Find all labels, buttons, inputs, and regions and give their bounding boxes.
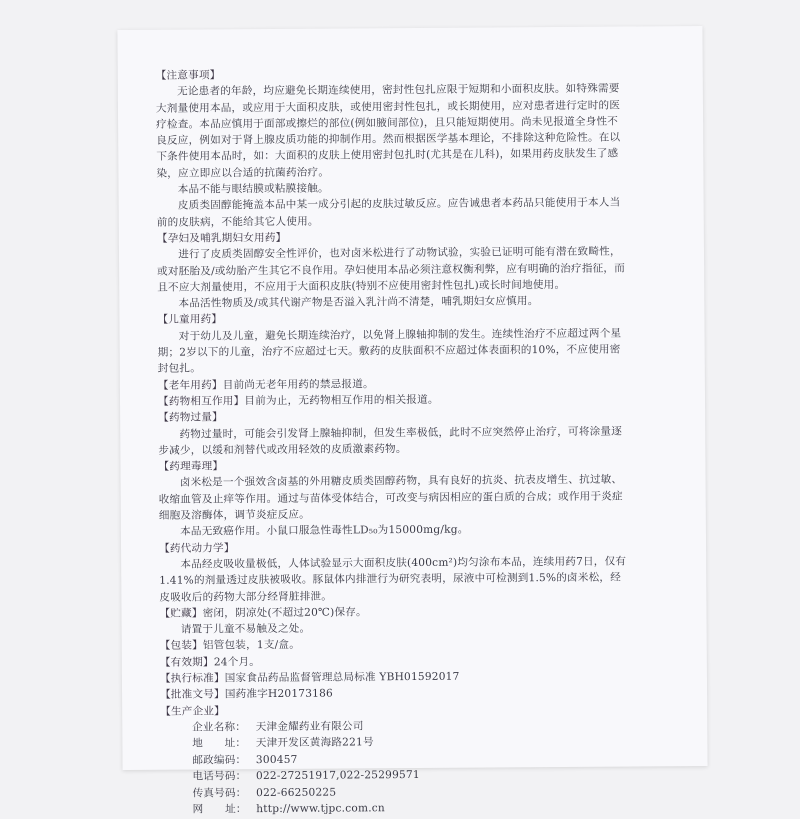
pregnancy-header: 【孕妇及哺乳期妇女用药】 (156, 231, 287, 245)
elderly-text: 目前尚无老年用药的禁忌报道。 (222, 377, 374, 391)
manufacturer-postcode-label: 邮政编码： (192, 754, 247, 767)
standard-header: 【执行标准】 (159, 672, 225, 685)
package-text: 铝管包装，1支/盒。 (202, 639, 301, 652)
manufacturer-name: 天津金耀药业有限公司 (255, 720, 364, 733)
manufacturer-fax-label: 传真号码： (192, 787, 247, 800)
pharmacology-section (158, 456, 629, 541)
precautions-header: 【注意事项】 (155, 69, 221, 82)
pregnancy-paragraph: 进行了皮质类固醇安全性评价，也对卤米松进行了动物试验，实验已证明可能有潜在致畸性，或对胚胎及/或幼胎产生其它不良作用。孕妇使用本品必须注意权衡利弊，应有明确的治疗指征，而且不应大剂量使用，不应用于大面积皮肤(特别不应使用密封性包扎)或长时间地使用。 (157, 245, 626, 294)
approval-header: 【批准文号】 (160, 688, 225, 702)
pregnancy-section (157, 227, 628, 312)
package-header: 【包装】 (159, 639, 203, 653)
pharmacology-header: 【药理毒理】 (158, 460, 224, 473)
precautions-section (156, 65, 627, 231)
children-header: 【儿童用药】 (157, 313, 223, 327)
manufacturer-fax: 022-66250225 (256, 786, 337, 799)
pregnancy-paragraph: 本品活性物质及/或其代谢产物是否溢入乳汁尚不清楚，哺乳期妇女应慎用。 (178, 295, 539, 310)
children-section (157, 309, 627, 377)
manufacturer-section (160, 700, 631, 819)
overdose-header: 【药物过量】 (158, 411, 223, 425)
leaflet-sheet (117, 26, 707, 816)
manufacturer-phone: 022-27251917,022-25299571 (255, 769, 420, 783)
leaflet-content (156, 65, 631, 819)
precautions-paragraph: 皮质类固醇能掩盖本品中某一成分引起的皮肤过敏反应。应告诫患者本药品只能使用于本人当前的皮肤病，不能给其它人使用。 (156, 196, 621, 229)
children-paragraph: 对于幼儿及儿童，避免长期连续治疗，以免肾上腺轴抑制的发生。连续性治疗不应超过两个星期；2岁以下的儿童，治疗不应超过七天。敷药的皮肤面积不应超过体表面积的10%，不应使用密封包扎。 (157, 327, 622, 376)
pharmacokinetics-header: 【药代动力学】 (159, 541, 235, 555)
storage-header: 【贮藏】 (159, 607, 203, 620)
pharmacokinetics-paragraph: 本品经皮吸收量极低，人体试验显示大面积皮肤(400cm²)均匀涂布本品，连续用药7日，仅有1.41%的剂量透过皮肤被吸收。豚鼠体内排泄行为研究表明，尿液中可检测到1.5%的卤米松，经皮吸收后的药物大部分经肾脏排泄。 (159, 555, 627, 604)
manufacturer-name-label: 企业名称： (192, 721, 247, 734)
manufacturer-info (160, 716, 631, 818)
approval-text: 国药准字H20173186 (224, 687, 334, 701)
storage-extra: 请置于儿童不易触及之处。 (180, 622, 311, 636)
manufacturer-website: http://www.tjpc.com.cn (256, 802, 385, 816)
interactions-header: 【药物相互作用】 (157, 395, 245, 408)
storage-section (159, 602, 629, 638)
manufacturer-website-label: 网 址： (192, 803, 247, 816)
manufacturer-website-row (193, 799, 631, 819)
validity-text: 24个月。 (213, 655, 261, 669)
manufacturer-postcode: 300457 (255, 753, 298, 766)
pharmacology-paragraph: 本品无致癌作用。小鼠口服急性毒性LD₅₀为15000mg/kg。 (180, 523, 469, 538)
pharmacology-paragraph: 卤米松是一个强效含卤基的外用糖皮质类固醇药物，具有良好的抗炎、抗表皮增生、抗过敏、收缩血管及止痒等作用。通过与苗体受体结合，可改变与病因相应的蛋白质的合成；或作用于炎症细胞及溶酶体，调节炎症反应。 (158, 473, 623, 522)
overdose-section (158, 407, 628, 459)
pharmacokinetics-section (159, 537, 629, 605)
manufacturer-address: 天津开发区黄海路221号 (255, 736, 374, 750)
manufacturer-address-label: 地 址： (192, 737, 247, 750)
elderly-header: 【老年用药】 (157, 378, 223, 392)
interactions-text: 目前为止，无药物相互作用的相关报道。 (244, 393, 439, 408)
precautions-paragraph: 无论患者的年龄，均应避免长期连续使用，密封性包扎应限于短期和小面积皮肤。如特殊需要大剂量使用本品，或应用于大面积皮肤，或使用密封性包扎，或长期使用，应对患者进行定时的医疗检查。本品应慎用于面部或擦烂的部位(例如腋间部位)，且只能短期使用。尚未见报道全身性不良反应，例如对于肾上腺皮质功能的抑制作用。然而根据医学基本理论，不排除这种危险性。在以下条件使用本品时，如：大面积的皮肤上使用密封包扎时(尤其是在儿科)，如果用药皮肤发生了感染，应立即应以合适的抗菌药治疗。 (155, 82, 621, 180)
overdose-paragraph: 药物过量时，可能会引发肾上腺轴抑制，但发生率极低，此时不应突然停止治疗，可将涂量逐步减少，以缓和剂替代或改用轻效的皮质激素药物。 (158, 425, 623, 457)
precautions-paragraph: 本品不能与眼结膜或粘膜接触。 (177, 182, 329, 196)
manufacturer-header: 【生产企业】 (160, 704, 225, 718)
storage-text: 密闭，阴凉处(不超过20℃)保存。 (202, 606, 367, 620)
validity-header: 【有效期】 (159, 656, 214, 669)
standard-text: 国家食品药品监督管理总局标准 YBH01592017 (224, 670, 460, 685)
manufacturer-phone-label: 电话号码： (192, 770, 247, 783)
